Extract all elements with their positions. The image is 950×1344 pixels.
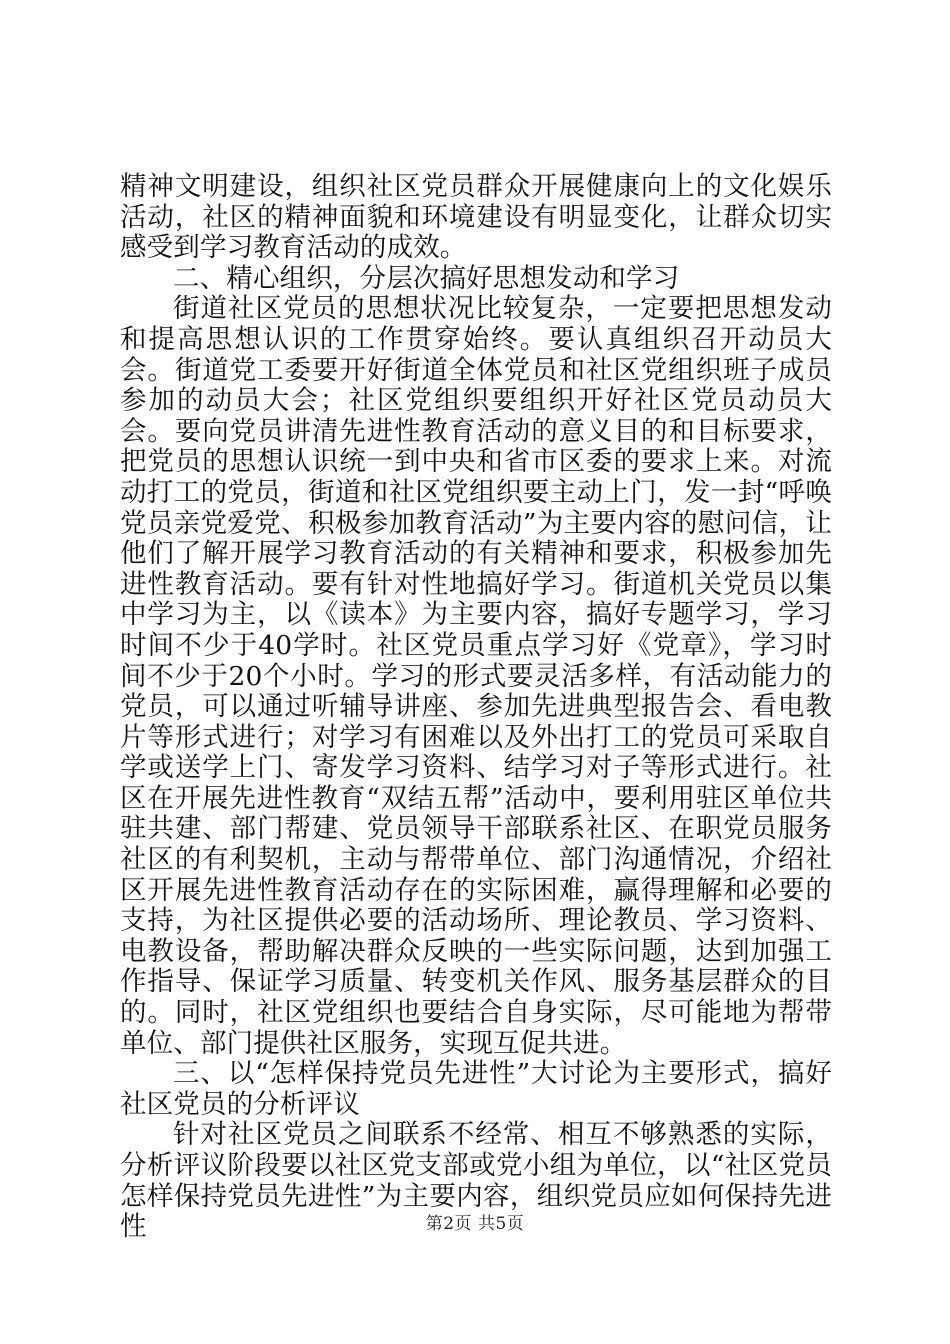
- page-footer: [0, 1214, 950, 1234]
- paragraph-section-2: 街道社区党员的思想状况比较复杂，一定要把思想发动和提高思想认识的工作贯穿始终。要认真组织召开动员大会。街道党工委要开好街道全体党员和社区党组织班子成员参加的动员大会；社区党组织要组织开好社区党员动员大会。要向党员讲清先进性教育活动的意义目的和目标要求，把党员的思想认识统一到中央和省市区委的要求上来。对流动打工的党员，街道和社区党组织要主动上门，发一封“呼唤党员亲党爱党、积极参加教育活动”为主要内容的慰问信，让他们了解开展学习教育活动的有关精神和要求，积极参加先进性教育活动。要有针对性地搞好学习。街道机关党员以集中学习为主，以《读本》为主要内容，搞好专题学习，学习时间不少于40学时。社区党员重点学习好《党章》，学习时间不少于20个小时。学习的形式要灵活多样，有活动能力的党员，可以通过听辅导讲座、参加先进典型报告会、看电教片等形式进行；对学习有困难以及外出打工的党员可采取自学或送学上门、寄发学习资料、结学习对子等形式进行。社区在开展先进性教育“双结五帮”活动中，要利用驻区单位共驻共建、部门帮建、党员领导干部联系社区、在职党员服务社区的有利契机，主动与帮带单位、部门沟通情况，介绍社区开展先进性教育活动存在的实际困难，赢得理解和必要的支持，为社区提供必要的活动场所、理论教员、学习资料、电教设备，帮助解决群众反映的一些实际问题，达到加强工作指导、保证学习质量、转变机关作风、服务基层群众的目的。同时，社区党组织也要结合自身实际，尽可能地为帮带单位、部门提供社区服务，实现互促共进。: [120, 293, 832, 1059]
- document-body: [120, 172, 832, 1243]
- page-number-label: 第2页 共5页: [425, 1214, 525, 1234]
- section-heading-2: 二、精心组织，分层次搞好思想发动和学习: [173, 262, 680, 294]
- paragraph-section-3: 针对社区党员之间联系不经常、相互不够熟悉的实际，分析评议阶段要以社区党支部或党小组为单位，以“社区党员怎样保持党员先进性”为主要内容，组织党员应如何保持先进性: [120, 1119, 832, 1243]
- section-heading-3: 三、以“怎样保持党员先进性”大讨论为主要形式，搞好社区党员的分析评议: [120, 1058, 832, 1120]
- paragraph-continuation: 精神文明建设，组织社区党员群众开展健康向上的文化娱乐活动，社区的精神面貌和环境建设有明显变化，让群众切实感受到学习教育活动的成效。: [120, 171, 832, 264]
